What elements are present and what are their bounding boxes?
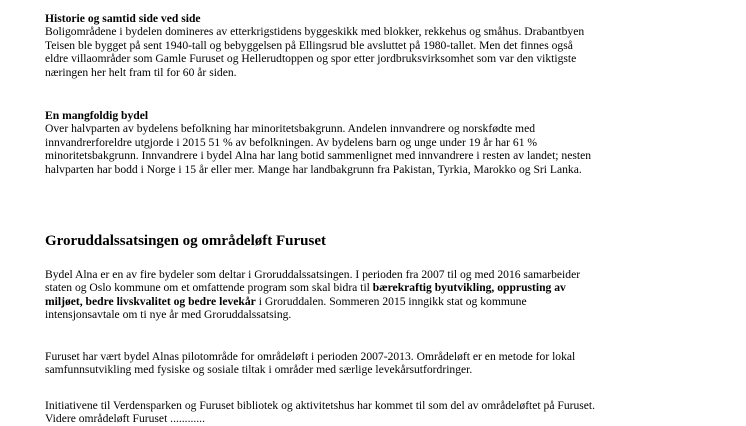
bold-text: bærekraftig byutvikling, opprusting av [372,281,566,295]
paragraph-line: næringen her helt fram til for 60 år siden. [45,65,237,79]
paragraph-line: eldre villaområder som Gamle Furuset og Hellerudtoppen og spor etter jordbruksvirksomhet som var den viktigste [45,52,577,66]
paragraph-line [45,281,715,294]
section-history [45,12,715,79]
bold-text: miljøet, bedre livskvalitet og bedre levekår [45,294,256,308]
paragraph-line [45,295,715,308]
paragraph-line: Teisen ble bygget på sent 1940-tall og bebyggelsen på Ellingsrud ble avsluttet på 1980-tallet. Men det finnes også [45,38,573,52]
paragraph-line: samfunnsutvikling med fysiske og sosiale tiltak i områder med særlige levekårsutfordringer. [45,363,473,377]
paragraph-line: minoritetsbakgrunn. Innvandrere i bydel Alna har lang botid sammenlignet med innvandrere i resten av landet; nesten [45,149,592,163]
page-title: Groruddalssatsingen og områdeløft Furuset [45,233,326,249]
paragraph-line: innvandrerforeldre utgjorde i 2015 51 % av befolkningen. Av bydelens barn og unge under 19 år har 61 % [45,135,538,149]
text-run: staten og Oslo kommune om et omfattende program som skal bidra til [45,281,373,295]
paragraph-line: Videre områdeløft Furuset ............ [45,412,205,426]
paragraph-line: Over halvparten av bydelens befolkning har minoritetsbakgrunn. Andelen innvandrere og norskfødte med [45,122,536,136]
paragraph-line: intensjonsavtale om ti nye år med Groruddalssatsing. [45,308,292,322]
paragraph-initiatives [45,399,715,426]
paragraph-groruddal [45,268,715,322]
paragraph-line: halvparten har bodd i Norge i 15 år eller mer. Mange har landbakgrunn fra Pakistan, Tyrkia, Marokko og Sri Lanka. [45,162,582,176]
text-run: i Groruddalen. Sommeren 2015 inngikk stat og kommune [255,294,527,308]
paragraph-line: Furuset har vært bydel Alnas pilotområde for områdeløft i perioden 2007-2013. Områdeløft er en metode for lokal [45,350,576,363]
paragraph-line: Boligområdene i bydelen domineres av etterkrigstidens byggeskikk med blokker, rekkehus og småhus. Drabantbyen [45,25,585,39]
section-diversity [45,109,715,176]
section-heading: Historie og samtid side ved side [45,12,201,25]
paragraph-line: Initiativene til Verdensparken og Furuset bibliotek og aktivitetshus har kommet til som del av områdeløftet på Furuset. [45,399,596,412]
section-heading: En mangfoldig bydel [45,109,149,122]
paragraph-furuset-pilot [45,350,715,377]
paragraph-line: Bydel Alna er en av fire bydeler som deltar i Groruddalssatsingen. I perioden fra 2007 til og med 2016 samarbeider [45,268,581,281]
